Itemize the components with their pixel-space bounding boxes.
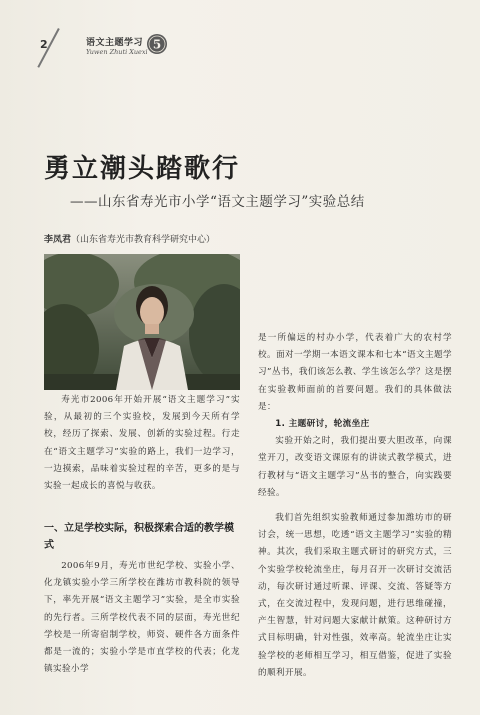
paragraph: 2006年9月，寿光市世纪学校、实验小学、化龙镇实验小学三所学校在潍坊市教科院的领导下，率先开展“语文主题学习”实验，是全市实验的先行者。三所学校代表不同的层面，寿光世纪学校是一所寄宿制学校，师资、硬件各方面条件都是一流的；实验小学是市直学校的代表；化龙镇实验小学 xyxy=(44,561,240,675)
issue-badge-icon xyxy=(146,33,168,55)
sub-heading: 1. 主题研讨，轮流坐庄 xyxy=(275,419,370,430)
issue-number: 5 xyxy=(152,37,162,52)
paragraph: 我们首先组织实验教师通过参加潍坊市的研讨会，统一思想，吃透“语文主题学习”实验的精神。其次，我们采取主题式研讨的研究方式，三个实验学校轮流坐庄，每月召开一次研讨交流活动，每次研讨通过听课、评课、交流、答疑等方式，在交流过程中，发现问题，进行思维碰撞，产生智慧，针对问题大家献计献策。这种研讨方式目标明确，针对性强，效率高。轮流坐庄让实验学校的老师相互学习，相互借鉴，促进了实验的顺利开展。 xyxy=(258,513,452,678)
author-name: 李凤君 xyxy=(44,235,72,245)
right-column xyxy=(258,330,452,682)
author-photo xyxy=(44,254,240,390)
paragraph-gap xyxy=(258,502,452,510)
article-subtitle: ——山东省寿光市小学“语文主题学习”实验总结 xyxy=(70,194,365,210)
author-affiliation: （山东省寿光市教育科学研究中心） xyxy=(71,235,216,245)
article-title: 勇立潮头踏歌行 xyxy=(44,154,241,184)
page-number: 2 xyxy=(40,38,48,51)
author-line xyxy=(44,232,215,245)
paragraph: 实验开始之时，我们提出要大胆改革，向课堂开刀，改变语文课原有的讲读式教学模式，进行教材与“语文主题学习”丛书的整合，向实践要经验。 xyxy=(258,436,452,498)
paragraph: 是一所偏远的村办小学，代表着广大的农村学校。面对一学期一本语文课本和七本“语文主题学习”丛书，我们该怎么教、学生该怎么学？这是摆在实验教师面前的首要问题。我们的具体做法是： xyxy=(258,333,452,412)
left-column-section xyxy=(44,558,240,678)
left-column-intro xyxy=(44,392,240,495)
section-heading: 一、立足学校实际，积极探索合适的教学模式 xyxy=(44,523,234,551)
magazine-brand-pinyin: Yuwen Zhuti Xuexi xyxy=(86,48,148,56)
magazine-brand: 语文主题学习 xyxy=(86,38,144,48)
paragraph: 寿光市2006年开始开展“语文主题学习”实验，从最初的三个实验校，发展到今天所有学校，经历了探索、发展、创新的实验过程。行走在“语文主题学习”实验的路上，我们一边学习，一边摸索，品味着实验过程的辛苦，更多的是与实验一起成长的喜悦与收获。 xyxy=(44,395,240,492)
